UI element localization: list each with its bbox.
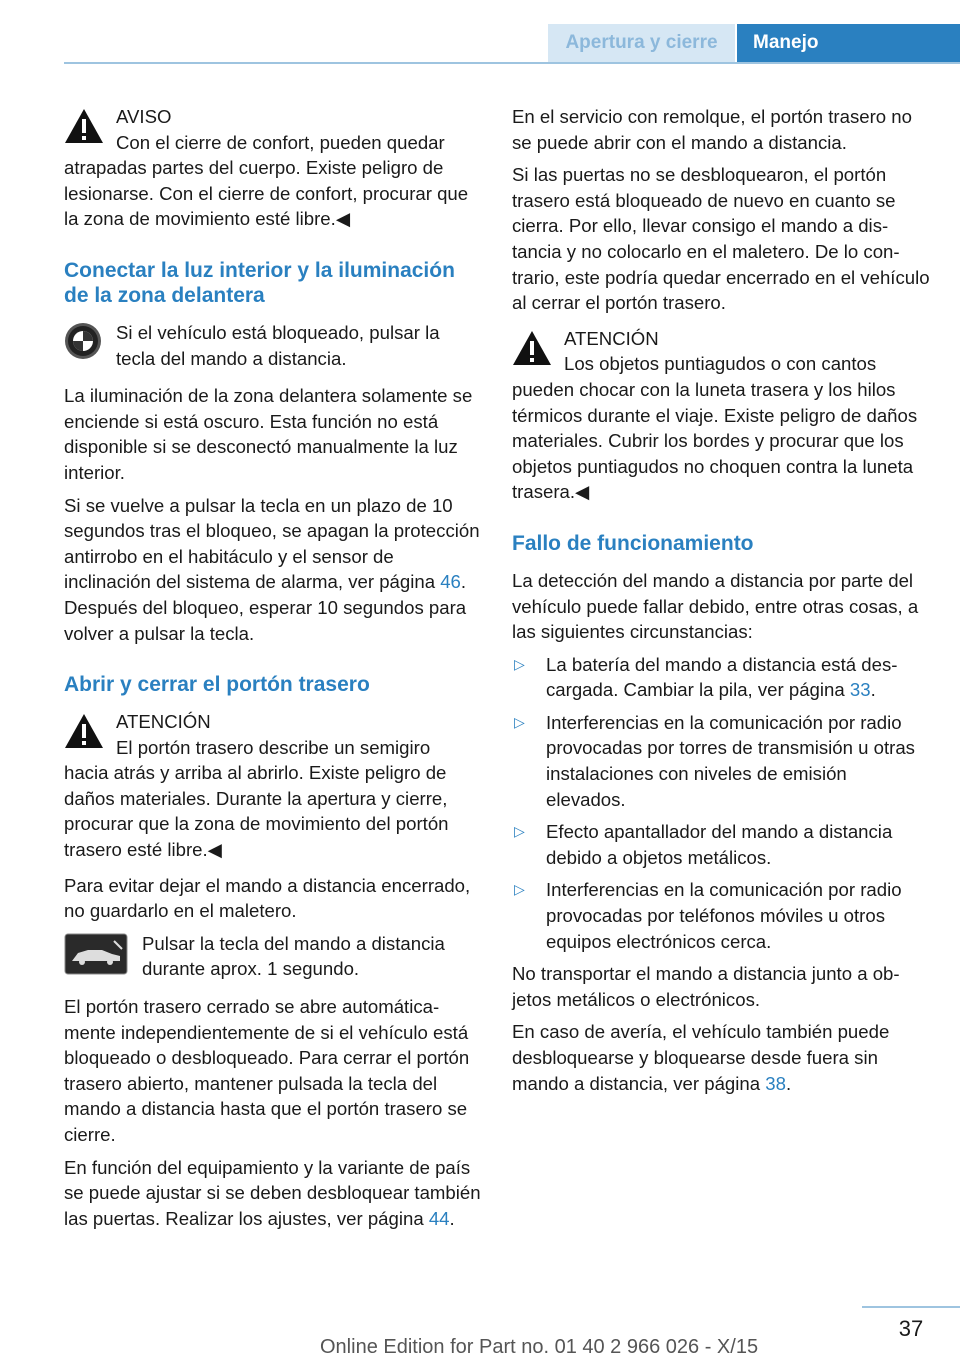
triangle-bullet-icon: ▷ (514, 823, 525, 840)
right-column (512, 104, 930, 1103)
warning-text-lead: El portón trasero describe un semigiro (116, 736, 431, 758)
triangle-bullet-icon: ▷ (514, 713, 525, 730)
footer-rule (862, 1306, 960, 1308)
paragraph: El portón trasero cerrado se abre automáticamente independientemente de si el vehículo está bloqueado o desbloqueado. Para cerrar el portón trasero abierto, mantener pulsada la tecla del mando a distancia hasta que el portón trasero se cierre. (64, 996, 470, 1145)
list-item: ▷ Efecto apantallador del mando a distancia debido a objetos metálicos. (514, 821, 893, 868)
warning-triangle-icon (64, 713, 104, 756)
paragraph: En caso de avería, el vehículo también puede desbloquearse y bloquearse desde fuera sin mando a distancia, ver página 38. (512, 1021, 890, 1094)
section-heading-interior-light: Conectar la luz interior y la iluminación de la zona delantera (64, 258, 455, 307)
paragraph: La detección del mando a distancia por parte del vehículo puede fallar debido, entre otras cosas, a las siguientes circunstancias: (512, 569, 919, 643)
page-link[interactable]: 46 (440, 571, 461, 593)
paragraph: Si las puertas no se desbloquearon, el portón trasero está bloqueado de nuevo en cuanto se cierra. Por ello, llevar consigo el mando a distancia y no colocarlo en el maletero. De lo contrario, este podría quedar encerrado en el vehículo al cerrar el portón trasero. (512, 164, 930, 314)
header-rule (64, 62, 960, 64)
bmw-logo-key-icon (64, 322, 102, 367)
paragraph: La iluminación de la zona delantera solamente se enciende si está oscuro. Esta función no está disponible si se desconectó manualmente la luz interior. (64, 385, 473, 483)
page-link[interactable]: 44 (428, 1207, 450, 1229)
chapter-tab[interactable]: Manejo (737, 24, 960, 62)
warning-triangle-icon (64, 108, 104, 151)
left-column (64, 104, 482, 1238)
tailgate-key-instruction (64, 931, 482, 982)
page-link[interactable]: 33 (849, 679, 871, 701)
list-item: ▷ Interferencias en la comunicación por radio provocadas por teléfonos móviles u otros equipos electrónicos cerca. (514, 879, 902, 952)
warning-label: ATENCIÓN (564, 327, 659, 349)
list-item: ▷ Interferencias en la comunicación por radio provocadas por torres de transmisión u otras instalaciones con niveles de emisión elevados. (514, 711, 915, 810)
edition-footer: Online Edition for Part no. 01 40 2 966 026 - X/15 (320, 1336, 759, 1358)
paragraph: No transportar el mando a distancia junto a objetos metálicos o electrónicos. (512, 963, 900, 1010)
warning-text-lead: Los objetos puntiagudos o con cantos (564, 353, 877, 375)
section-heading-tailgate: Abrir y cerrar el portón trasero (64, 673, 370, 697)
paragraph: Si se vuelve a pulsar la tecla en un plazo de 10 segundos tras el bloqueo, se apagan la protección antirrobo en el habitáculo y el sensor de inclinación del sistema de alarma, ver página 46. Después del bloqueo, esperar 10 segundos para volver a pulsar la tecla. (64, 494, 480, 644)
triangle-bullet-icon: ▷ (514, 655, 525, 672)
warning-notice-1 (64, 104, 482, 232)
warning-notice-3 (512, 326, 930, 505)
tailgate-car-key-icon (64, 933, 128, 982)
page-link[interactable]: 38 (765, 1072, 786, 1094)
warning-triangle-icon (512, 330, 552, 373)
section-tab[interactable]: Apertura y cierre (548, 24, 735, 62)
warning-label: AVISO (116, 106, 172, 127)
warning-text: pueden chocar con la luneta trasera y los hilos térmicos durante el viaje. Existe peligro de daños materiales. Cubrir los bordes y procurar que los objetos puntiagudos no choquen contra la luneta trasera.◀ (512, 378, 918, 503)
triangle-bullet-icon: ▷ (514, 881, 525, 898)
warning-text: atrapadas partes del cuerpo. Existe peligro de lesionarse. Con el cierre de confort, procurar que la zona de movimiento esté libre.◀ (64, 157, 469, 230)
warning-text-lead: Con el cierre de confort, pueden quedar (116, 131, 445, 153)
paragraph: En función del equipamiento y la variante de país se puede ajustar si se deben desbloquear también las puertas. Realizar los ajustes, ver página 44. (64, 1156, 481, 1229)
warning-text: hacia atrás y arriba al abrirlo. Existe peligro de daños materiales. Durante la apertura y cierre, procurar que la zona de movimiento del portón trasero esté libre.◀ (64, 762, 449, 861)
instruction-text: Si el vehículo está bloqueado, pulsar la tecla del mando a distancia. (116, 321, 440, 369)
warning-notice-2 (64, 709, 482, 863)
section-heading-malfunction: Fallo de funcionamiento (512, 531, 754, 555)
paragraph: Para evitar dejar el mando a distancia encerrado, no guardarlo en el maletero. (64, 874, 471, 922)
warning-label: ATENCIÓN (116, 711, 211, 733)
instruction-text: Pulsar la tecla del mando a distancia durante aprox. 1 segundo. (142, 932, 445, 980)
paragraph: En el servicio con remolque, el portón trasero no se puede abrir con el mando a distancia. (512, 106, 912, 153)
remote-key-instruction (64, 320, 482, 371)
page-number: 37 (898, 1316, 924, 1341)
malfunction-list (512, 652, 930, 955)
list-item: ▷ La batería del mando a distancia está descargada. Cambiar la pila, ver página 33. (514, 653, 898, 701)
